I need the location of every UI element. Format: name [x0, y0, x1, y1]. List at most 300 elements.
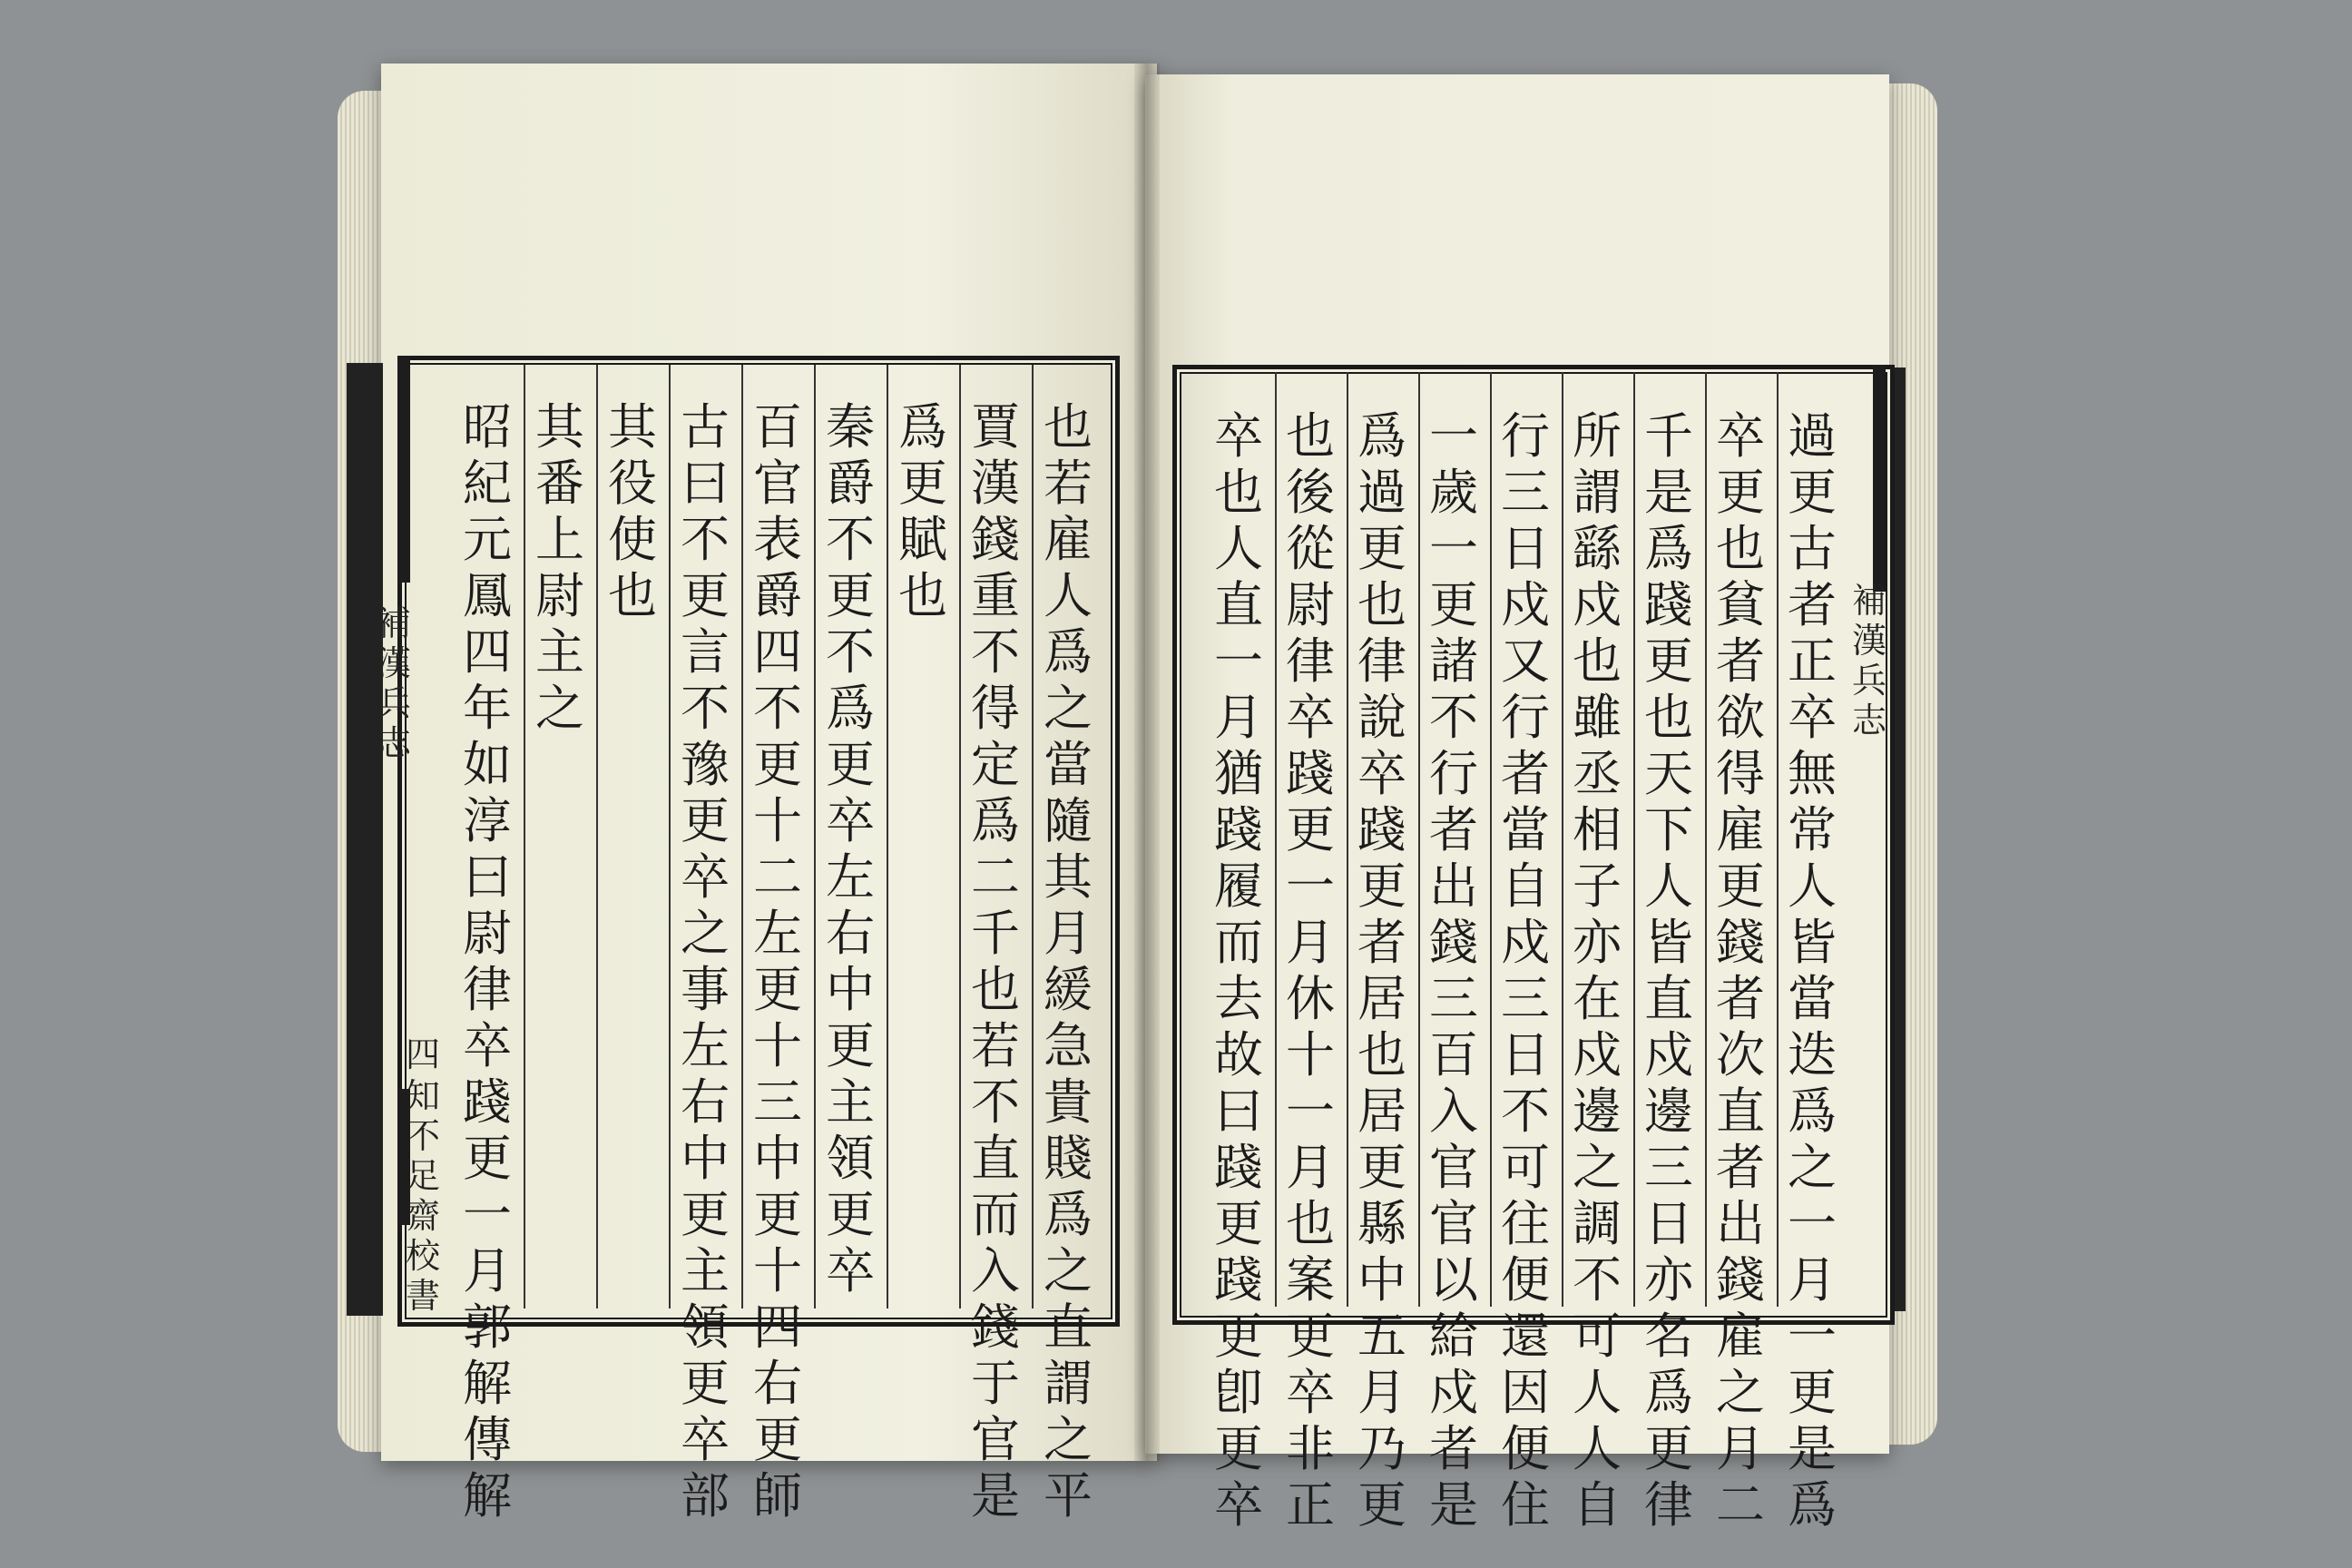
glyph: 尉 — [1286, 576, 1335, 633]
glyph: 于 — [971, 1355, 1020, 1412]
glyph: 月 — [1286, 914, 1335, 971]
glyph: 古 — [1788, 520, 1837, 577]
glyph: 卒 — [1214, 407, 1263, 465]
right-column-2 — [1712, 408, 1769, 1534]
glyph: 入 — [1429, 1083, 1478, 1140]
glyph: 而 — [971, 1186, 1020, 1243]
glyph: 更 — [1788, 464, 1837, 521]
glyph: 繇 — [1573, 520, 1622, 577]
glyph: 故 — [1214, 1026, 1263, 1083]
glyph: 部 — [681, 1467, 730, 1524]
glyph: 諸 — [1429, 632, 1478, 690]
glyph: 者 — [1716, 632, 1765, 690]
glyph: 爲 — [1044, 623, 1093, 681]
glyph: 更 — [1214, 1195, 1263, 1252]
glyph: 也 — [1214, 464, 1263, 521]
glyph: 者 — [1357, 914, 1406, 971]
right-column-5 — [1497, 408, 1553, 1534]
glyph: 更 — [826, 1017, 875, 1074]
glyph: 便 — [1501, 1251, 1550, 1308]
glyph: 千 — [971, 905, 1020, 962]
left-column-rule — [1032, 365, 1034, 1308]
glyph: 四 — [753, 1298, 802, 1356]
glyph: 者 — [1501, 745, 1550, 802]
glyph: 上 — [535, 511, 584, 568]
glyph: 平 — [1044, 1467, 1093, 1524]
glyph: 之 — [1044, 1411, 1093, 1468]
fishtail-glyph: 兵 — [376, 683, 411, 723]
glyph: 者 — [1429, 801, 1478, 858]
glyph: 之 — [1716, 1364, 1765, 1421]
glyph: 日 — [1501, 1026, 1550, 1083]
glyph: 一 — [1429, 407, 1478, 465]
fishtail-glyph: 漢 — [1851, 621, 1886, 661]
left-fishtail-folio — [405, 1034, 441, 1074]
glyph: 役 — [608, 455, 657, 512]
glyph: 卒 — [1286, 689, 1335, 746]
fishtail-glyph: 補 — [376, 603, 411, 643]
glyph: 皆 — [1788, 914, 1837, 971]
glyph: 尉 — [535, 567, 584, 624]
glyph: 一 — [463, 1186, 512, 1243]
glyph: 不 — [1573, 1251, 1622, 1308]
glyph: 十 — [753, 1017, 802, 1074]
glyph: 三 — [1501, 970, 1550, 1027]
fishtail-glyph: 不 — [405, 1116, 440, 1156]
glyph: 更 — [826, 567, 875, 624]
glyph: 如 — [463, 736, 512, 793]
glyph: 年 — [463, 680, 512, 737]
glyph: 尉 — [463, 905, 512, 962]
glyph: 者 — [1429, 1420, 1478, 1477]
glyph: 一 — [1788, 1195, 1837, 1252]
glyph: 也 — [1357, 1026, 1406, 1083]
fishtail-glyph: 志 — [1851, 701, 1886, 740]
glyph: 戍 — [1573, 1026, 1622, 1083]
glyph: 行 — [1501, 407, 1550, 465]
glyph: 官 — [1429, 1195, 1478, 1252]
right-column-rule — [1490, 372, 1492, 1307]
glyph: 邊 — [1644, 1083, 1693, 1140]
glyph: 更 — [753, 736, 802, 793]
glyph: 卒 — [681, 848, 730, 906]
glyph: 還 — [1501, 1308, 1550, 1365]
glyph: 不 — [971, 623, 1020, 681]
glyph: 戍 — [1501, 914, 1550, 971]
glyph: 相 — [1573, 801, 1622, 858]
glyph: 謂 — [1044, 1355, 1093, 1412]
glyph: 踐 — [463, 1073, 512, 1131]
fishtail-glyph: 知 — [405, 1076, 440, 1116]
glyph: 百 — [753, 398, 802, 456]
glyph: 行 — [1501, 689, 1550, 746]
glyph: 又 — [1501, 632, 1550, 690]
left-column-9 — [459, 399, 515, 1524]
glyph: 是 — [1788, 1420, 1837, 1477]
glyph: 也 — [1573, 632, 1622, 690]
glyph: 官 — [753, 455, 802, 512]
glyph: 卒 — [1286, 1364, 1335, 1421]
right-column-7 — [1354, 408, 1410, 1534]
glyph: 律 — [463, 961, 512, 1018]
glyph: 子 — [1573, 858, 1622, 915]
glyph: 更 — [1357, 520, 1406, 577]
fishtail-glyph: 校 — [405, 1236, 440, 1276]
glyph: 更 — [753, 1186, 802, 1243]
glyph: 不 — [826, 623, 875, 681]
glyph: 月 — [1357, 1364, 1406, 1421]
glyph: 非 — [1286, 1420, 1335, 1477]
glyph: 戍 — [1429, 1364, 1478, 1421]
glyph: 四 — [463, 623, 512, 681]
glyph: 卒 — [826, 792, 875, 849]
glyph: 更 — [1286, 1308, 1335, 1365]
glyph: 卽 — [1214, 1364, 1263, 1421]
glyph: 主 — [826, 1073, 875, 1131]
glyph: 月 — [463, 1242, 512, 1299]
glyph: 更 — [463, 1130, 512, 1187]
glyph: 過 — [1788, 407, 1837, 465]
glyph: 更 — [1429, 576, 1478, 633]
glyph: 也 — [1286, 1195, 1335, 1252]
glyph: 百 — [1429, 1026, 1478, 1083]
glyph: 紀 — [463, 455, 512, 512]
glyph: 左 — [753, 905, 802, 962]
glyph: 其 — [535, 398, 584, 456]
glyph: 月 — [1214, 689, 1263, 746]
glyph: 人 — [1214, 520, 1263, 577]
glyph: 爲 — [1644, 520, 1693, 577]
glyph: 直 — [1644, 970, 1693, 1027]
glyph: 左 — [681, 1017, 730, 1074]
glyph: 之 — [1044, 1242, 1093, 1299]
left-column-rule — [524, 365, 525, 1308]
left-fishtail-title — [376, 603, 412, 763]
glyph: 調 — [1573, 1195, 1622, 1252]
right-column-rule — [1705, 372, 1707, 1307]
glyph: 可 — [1501, 1139, 1550, 1196]
glyph: 邊 — [1573, 1083, 1622, 1140]
glyph: 亦 — [1573, 914, 1622, 971]
glyph: 十 — [753, 792, 802, 849]
left-column-5 — [750, 399, 806, 1524]
glyph: 直 — [1044, 1298, 1093, 1356]
glyph: 錢 — [1716, 1251, 1765, 1308]
glyph: 賈 — [971, 398, 1020, 456]
glyph: 若 — [1044, 455, 1093, 512]
glyph: 雇 — [1716, 801, 1765, 858]
glyph: 重 — [971, 567, 1020, 624]
glyph: 錢 — [971, 511, 1020, 568]
right-column-rule — [1777, 372, 1779, 1307]
glyph: 踐 — [1286, 745, 1335, 802]
glyph: 曰 — [463, 848, 512, 906]
left-fishtail-band-top — [397, 356, 410, 583]
glyph: 也 — [1644, 689, 1693, 746]
glyph: 事 — [681, 961, 730, 1018]
glyph: 之 — [1044, 680, 1093, 737]
glyph: 卒 — [1214, 1476, 1263, 1534]
glyph: 中 — [681, 1130, 730, 1187]
left-column-4 — [822, 399, 878, 1299]
glyph: 得 — [971, 680, 1020, 737]
glyph: 者 — [1716, 1139, 1765, 1196]
glyph: 人 — [1573, 1420, 1622, 1477]
fishtail-glyph: 漢 — [376, 643, 411, 683]
glyph: 更 — [1357, 1139, 1406, 1196]
glyph: 更 — [681, 567, 730, 624]
glyph: 無 — [1788, 745, 1837, 802]
glyph: 直 — [1716, 1083, 1765, 1140]
glyph: 迭 — [1788, 1026, 1837, 1083]
glyph: 戍 — [1501, 576, 1550, 633]
glyph: 曰 — [681, 455, 730, 512]
glyph: 郭 — [463, 1298, 512, 1356]
fishtail-glyph: 齋 — [405, 1196, 440, 1236]
glyph: 月 — [1788, 1251, 1837, 1308]
glyph: 爲 — [826, 680, 875, 737]
glyph: 更 — [826, 736, 875, 793]
glyph: 錢 — [971, 1298, 1020, 1356]
glyph: 一 — [1286, 858, 1335, 915]
glyph: 行 — [1429, 745, 1478, 802]
glyph: 居 — [1357, 970, 1406, 1027]
right-column-rule — [1275, 372, 1277, 1307]
glyph: 若 — [971, 1017, 1020, 1074]
glyph: 領 — [826, 1130, 875, 1187]
glyph: 得 — [1716, 745, 1765, 802]
glyph: 從 — [1286, 520, 1335, 577]
glyph: 更 — [1644, 1420, 1693, 1477]
glyph: 雖 — [1573, 689, 1622, 746]
glyph: 直 — [971, 1130, 1020, 1187]
glyph: 錢 — [1429, 914, 1478, 971]
glyph: 月 — [1286, 1139, 1335, 1196]
glyph: 住 — [1501, 1476, 1550, 1534]
glyph: 所 — [1573, 407, 1622, 465]
glyph: 三 — [1501, 464, 1550, 521]
glyph: 爲 — [898, 398, 947, 456]
book-gutter — [1134, 64, 1160, 1461]
glyph: 皆 — [1644, 914, 1693, 971]
glyph: 解 — [463, 1355, 512, 1412]
glyph: 天 — [1644, 745, 1693, 802]
glyph: 踐 — [1214, 1251, 1263, 1308]
glyph: 給 — [1429, 1308, 1478, 1365]
glyph: 後 — [1286, 464, 1335, 521]
right-column-8 — [1282, 408, 1338, 1534]
glyph: 戍 — [1644, 1026, 1693, 1083]
glyph: 卒 — [1716, 407, 1765, 465]
left-column-rule — [741, 365, 743, 1308]
glyph: 右 — [681, 1073, 730, 1131]
glyph: 官 — [971, 1411, 1020, 1468]
glyph: 一 — [1286, 1083, 1335, 1140]
glyph: 雇 — [1716, 1308, 1765, 1365]
glyph: 戍 — [1573, 576, 1622, 633]
glyph: 月 — [1044, 905, 1093, 962]
glyph: 元 — [463, 511, 512, 568]
glyph: 也 — [971, 961, 1020, 1018]
glyph: 踐 — [1214, 801, 1263, 858]
glyph: 之 — [1788, 1139, 1837, 1196]
glyph: 其 — [1044, 848, 1093, 906]
glyph: 是 — [1644, 464, 1693, 521]
glyph: 四 — [753, 623, 802, 681]
glyph: 錢 — [1716, 914, 1765, 971]
glyph: 貴 — [1044, 1073, 1093, 1131]
glyph: 更 — [1214, 1308, 1263, 1365]
glyph: 履 — [1214, 858, 1263, 915]
left-column-rule — [959, 365, 961, 1308]
glyph: 次 — [1716, 1026, 1765, 1083]
glyph: 十 — [1286, 1026, 1335, 1083]
glyph: 更 — [1357, 858, 1406, 915]
glyph: 以 — [1429, 1251, 1478, 1308]
glyph: 卒 — [826, 1242, 875, 1299]
glyph: 出 — [1716, 1195, 1765, 1252]
glyph: 踐 — [1357, 801, 1406, 858]
left-column-8 — [532, 399, 588, 737]
glyph: 卒 — [463, 1017, 512, 1074]
glyph: 欲 — [1716, 689, 1765, 746]
glyph: 官 — [1429, 1139, 1478, 1196]
glyph: 三 — [1429, 970, 1478, 1027]
glyph: 爵 — [753, 567, 802, 624]
glyph: 律 — [1357, 632, 1406, 690]
glyph: 休 — [1286, 970, 1335, 1027]
glyph: 不 — [753, 680, 802, 737]
glyph: 更 — [1357, 1476, 1406, 1534]
glyph: 卒 — [1788, 689, 1837, 746]
glyph: 爲 — [1788, 1083, 1837, 1140]
glyph: 當 — [1788, 970, 1837, 1027]
glyph: 是 — [971, 1467, 1020, 1524]
glyph: 卒 — [681, 1411, 730, 1468]
glyph: 右 — [753, 1355, 802, 1412]
glyph: 三 — [1644, 1139, 1693, 1196]
glyph: 更 — [1716, 858, 1765, 915]
glyph: 三 — [753, 1073, 802, 1131]
glyph: 其 — [608, 398, 657, 456]
fishtail-glyph: 足 — [405, 1156, 440, 1196]
glyph: 更 — [1716, 464, 1765, 521]
left-column-rule — [596, 365, 598, 1308]
right-column-6 — [1426, 408, 1482, 1534]
glyph: 秦 — [826, 398, 875, 456]
glyph: 爲 — [971, 792, 1020, 849]
glyph: 千 — [1644, 407, 1693, 465]
glyph: 入 — [971, 1242, 1020, 1299]
glyph: 二 — [1716, 1476, 1765, 1534]
left-fishtail-publisher — [405, 1076, 441, 1316]
glyph: 貧 — [1716, 576, 1765, 633]
glyph: 二 — [753, 848, 802, 906]
glyph: 中 — [826, 961, 875, 1018]
glyph: 更 — [681, 1186, 730, 1243]
glyph: 人 — [1644, 858, 1693, 915]
glyph: 也 — [898, 567, 947, 624]
glyph: 下 — [1644, 801, 1693, 858]
glyph: 之 — [535, 680, 584, 737]
glyph: 師 — [753, 1467, 802, 1524]
glyph: 右 — [826, 905, 875, 962]
glyph: 月 — [1716, 1420, 1765, 1477]
right-column-1 — [1784, 408, 1840, 1534]
right-column-rule — [1633, 372, 1635, 1307]
glyph: 隨 — [1044, 792, 1093, 849]
glyph: 日 — [1644, 1195, 1693, 1252]
glyph: 不 — [1429, 689, 1478, 746]
left-column-rule — [669, 365, 671, 1308]
glyph: 去 — [1214, 970, 1263, 1027]
glyph: 爲 — [1357, 407, 1406, 465]
glyph: 更 — [753, 961, 802, 1018]
glyph: 領 — [681, 1298, 730, 1356]
glyph: 中 — [753, 1130, 802, 1187]
glyph: 直 — [1214, 576, 1263, 633]
glyph: 雇 — [1044, 511, 1093, 568]
left-column-6 — [677, 399, 733, 1524]
glyph: 之 — [681, 905, 730, 962]
glyph: 不 — [681, 680, 730, 737]
glyph: 更 — [826, 1186, 875, 1243]
glyph: 踐 — [1644, 576, 1693, 633]
left-column-rule — [887, 365, 888, 1308]
glyph: 中 — [1357, 1251, 1406, 1308]
glyph: 爲 — [1644, 1364, 1693, 1421]
left-block-edge — [347, 363, 383, 1316]
glyph: 古 — [681, 398, 730, 456]
glyph: 正 — [1286, 1476, 1335, 1534]
glyph: 左 — [826, 848, 875, 906]
glyph: 也 — [1044, 398, 1093, 456]
glyph: 不 — [971, 1073, 1020, 1131]
right-column-3 — [1641, 408, 1697, 1534]
glyph: 自 — [1501, 858, 1550, 915]
glyph: 居 — [1357, 1083, 1406, 1140]
right-column-rule — [1347, 372, 1348, 1307]
glyph: 不 — [1501, 1083, 1550, 1140]
glyph: 更 — [898, 455, 947, 512]
right-fishtail-title — [1851, 581, 1887, 740]
glyph: 番 — [535, 455, 584, 512]
left-column-3 — [895, 399, 951, 624]
glyph: 乃 — [1357, 1420, 1406, 1477]
glyph: 也 — [1286, 407, 1335, 465]
glyph: 二 — [971, 848, 1020, 906]
glyph: 一 — [1788, 1308, 1837, 1365]
glyph: 豫 — [681, 736, 730, 793]
fishtail-glyph: 兵 — [1851, 661, 1886, 701]
glyph: 不 — [826, 511, 875, 568]
glyph: 人 — [1044, 567, 1093, 624]
glyph: 丞 — [1573, 745, 1622, 802]
glyph: 更 — [1286, 801, 1335, 858]
left-column-rule — [814, 365, 816, 1308]
glyph: 更 — [1788, 1364, 1837, 1421]
fishtail-glyph: 書 — [405, 1276, 440, 1316]
glyph: 急 — [1044, 1017, 1093, 1074]
glyph: 緩 — [1044, 961, 1093, 1018]
right-fishtail-band-top — [1873, 365, 1886, 592]
glyph: 也 — [608, 567, 657, 624]
right-column-9 — [1210, 408, 1267, 1534]
glyph: 正 — [1788, 632, 1837, 690]
glyph: 一 — [1214, 632, 1263, 690]
glyph: 名 — [1644, 1308, 1693, 1365]
glyph: 往 — [1501, 1195, 1550, 1252]
